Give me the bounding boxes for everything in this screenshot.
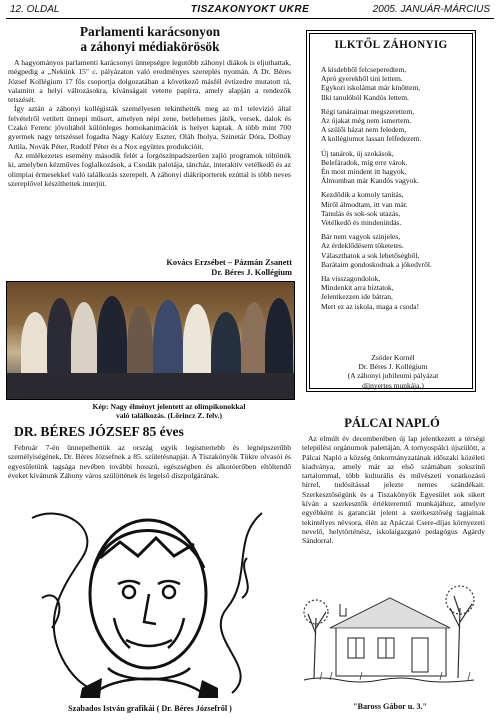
article1-title-line1: Parlamenti karácsonyon [79,24,221,39]
photo-caption-line1: Kép: Nagy élményt jelentett az olimpikonokkal [92,402,246,411]
poem-line: Kezdődik a komoly tanítás, [321,190,404,200]
poem-line: Bár nem vagyok szinjeles, [321,232,401,242]
poem-line: Ha visszagondolok, [321,274,381,284]
poem-note: díjnyertes munkája.) [362,380,424,390]
newspaper-name: TISZAKONYOKT UKRE [190,4,310,15]
article3-body [302,434,485,546]
article1-signature [8,258,292,278]
article1-org: Dr. Béres J. Kollégium [211,268,292,277]
poem-line: A kisdebből felcseperedtem, [321,65,407,74]
house-drawing [300,568,478,694]
poem-line: Álmomban már Kandós vagyok. [321,176,419,186]
poem-stanza [321,65,471,102]
photo-caption [46,402,292,420]
article1-title-line2: a záhonyi médiakörösök [80,39,220,54]
poem-line: Mert ez az iskola, maga a csoda! [321,301,420,311]
poem-line: Új tanárok, új szokások, [321,148,394,158]
article1-paragraph: Így aztán a záhonyi kollégisták személyesen tekinthették meg az m1 televízió által felvételről vetített ünnepi műsort, amelyen népi zene, betlehemes játék, versek, dalok és Czakó Ferenc jóvoltából különleges homokanimációk is helyet kaptak. A több mint 700 gyermek nagy tetszéssel fogadta Nagy Kalózy Eszter, Oláh Ibolya, Szinetár Dóra, Dolhay Attila, Novák Péter, Rudolf Péter és a Nox együttes produkcióit. [8,104,291,151]
page-header [6,4,494,19]
poem-line: Miről álmodtam, itt van már. [321,199,408,209]
sketch-caption: Szabados István grafikái ( Dr. Béres Józsefről ) [68,704,232,713]
article1-paragraph: A hagyományos parlamenti karácsonyi ünnepségre legutóbb záhonyi diákok is eljuthattak, mégpedig a „Nekünk 15" c. pályázaton való eredményes szereplés nyomán. A Dr. Béres József Kollégium 17 fős csoportja dolgozatában a következő másfél évtizedre mutatott rá, valamint a helyi változásokra, kívánságait vetette papírra, amely alapján a rendezők tetszését. [8,58,291,105]
portrait-sketch [22,498,274,698]
poem-line: Régi tanáraimat megszerettem, [321,106,415,116]
article1-paragraph: Az emlékezetes esemény második felét a forgószínpadszerűen zajló programok töltötték ki, amelyben kézműves foglalkozások, a Csodák palotája, táncház, interaktív vetélkedő és az olimpiai érmesekkel való találkozás szerepelt. A záhonyi diákriporterek ezúttal is több neves szereplővel készíthettek interjút. [8,150,291,188]
article2-paragraph: Február 7-én ünnepelhettük az ország egyik legismertebb és legnépszerűbb személyiségének, Dr. Béres Józsefnek a 85. születésnapját. A Tiszakönyök Tükre olvasói és egyesületünk tagsága nevében további hosszú, egészségben és alkotóerőben eltöltendő éveket kívánunk Záhony város szülöttének és legelső díszpolgárának. [8,443,291,480]
article1-authors: Kovács Erzsébet – Pázmán Zsanett [166,258,292,267]
poem-line: Ilki tanulóból Kandós lettem. [321,92,409,102]
poem-box [306,30,476,392]
poem-line: Tanulás és sok-sok utazás, [321,208,401,218]
group-photo [6,281,295,400]
poem-line: Mindenkit arra biztatok, [321,283,394,293]
poem-line: Az érdeklődésem töketetes. [321,241,404,251]
poem-line: Belefáradok, míg erre várok. [321,157,408,167]
poem-stanza [321,190,471,227]
article3-title: PÁLCAI NAPLÓ [344,416,440,430]
poem-line: Egykori iskolámat már kinőttem, [321,83,421,93]
poem-author: Zsöder Kornél [371,353,415,362]
poem-stanza [321,149,471,186]
issue-date: 2005. JANUÁR-MÁRCIUS [372,4,490,15]
poem-org: Dr. Béres J. Kollégium [358,362,428,372]
poem-stanza [321,274,471,311]
poem-line: A kollégiumot lassan felfedezem. [321,134,422,144]
article3-paragraph: Az elmúlt év decemberében új lap jelentkezett a térségi települési orgánumok palettáján. A tornyospálci újszülött, a Pálcai Napló a község önkormányzatának időszaki közéleti kiadványa, amely már az első számában sokszínű tartalommal, több kulturális és művészeti vonatkozású hírrel, tudósítással jelezte nemes szándékait. Szerkesztőségünk és a Tiszakönyök Egyesület sok sikert kíván a szerkesztők értékteremtő munkájához, amelyre egyébként is garanciát jelent a szerkesztőség tagjainak tekintélyes névsora, élén az Apáczai Csere-díjas környezeti nevelő, helytörténész, iskolaigazgató pedagógus Agárdy Sándorral. [302,434,485,546]
poem-line: Apró gyerekből tini lettem. [321,74,403,84]
poem-line: Jelentkezzen ide bátran, [321,292,393,302]
article2-body [8,443,291,480]
page-number: 12. OLDAL [10,4,60,15]
poem-stanza [321,232,471,269]
poem-line: Vetélkedő és mindenütdás. [321,218,402,228]
poem-signature [311,353,475,390]
photo-caption-line2: való találkozás. (Lőrincz Z. felv.) [115,411,223,420]
poem-title: ILKTŐL ZÁHONYIG [334,39,448,51]
poem-line: A szülői házat nem feledem, [321,125,407,135]
poem-line: Én most mindent itt hagyok, [321,167,407,177]
house-caption: "Baross Gábor u. 3." [352,702,428,711]
poem-note: (A záhonyi jubileumi pályázat [347,371,439,381]
poem-line: Az újakat még nem ismertem. [321,116,412,126]
article1-body [8,58,291,188]
poem-line: Választhatok a sok lehetőségből, [321,250,420,260]
poem-line: Barátaim gondoskodnak a jókedvről. [321,259,432,269]
article2-title: DR. BÉRES JÓZSEF 85 éves [14,424,184,439]
poem-text [321,65,471,316]
poem-stanza [321,107,471,144]
article1-title [14,24,286,54]
